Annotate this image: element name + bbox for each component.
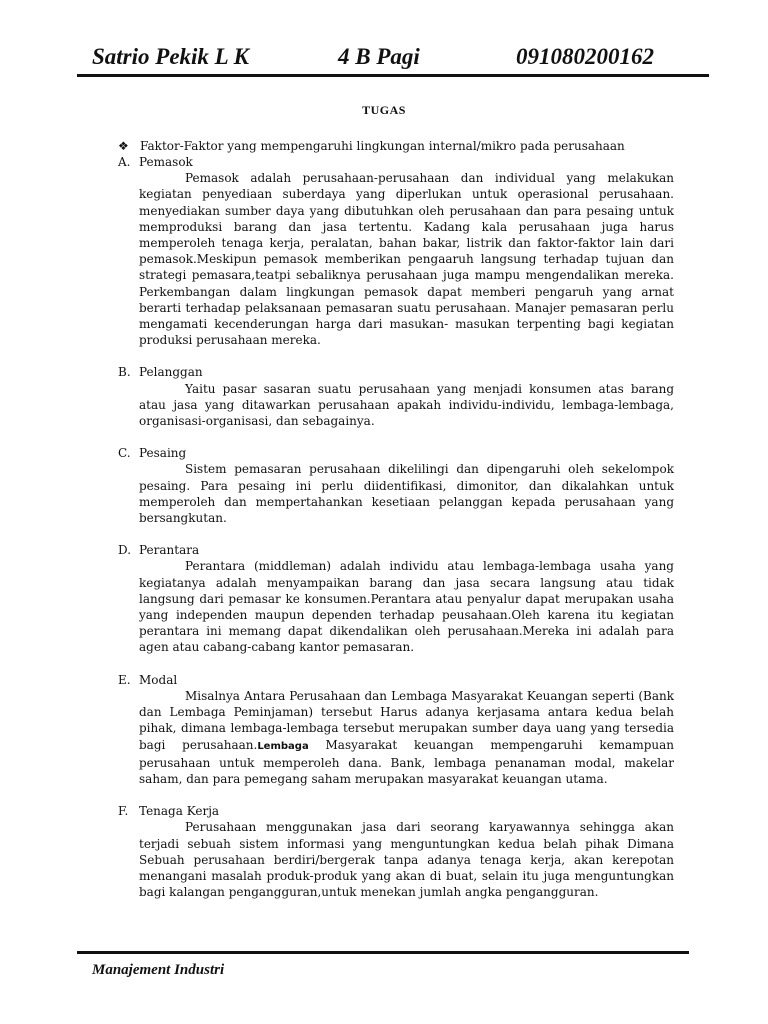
- section-pemasok: [118, 154, 674, 348]
- section-heading: [118, 803, 674, 819]
- section-title: Modal: [139, 672, 178, 687]
- section-letter: E.: [118, 672, 131, 687]
- section-letter: D.: [118, 543, 132, 558]
- section-text-strong: Lembaga: [257, 740, 309, 752]
- section-title: Perantara: [139, 543, 200, 558]
- footer-divider: [77, 951, 689, 954]
- section-pesaing: [118, 445, 674, 526]
- section-heading: [118, 364, 674, 380]
- section-body: [139, 688, 674, 787]
- section-body: [139, 819, 674, 900]
- section-text: Perusahaan menggunakan jasa dari seorang karyawannya sehingga akan terjadi sebuah sistem informasi yang menguntungkan kedua belah pihak Dimana Sebuah perusahaan berdiri/bergerak tanpa adanya tenaga kerja, akan kerepotan menangani masalah produk-produk yang akan di buat, selain itu juga menguntungkan bagi kalangan pengangguran,untuk menekan jumlah angka pengangguran.: [139, 820, 674, 900]
- section-letter: C.: [118, 446, 131, 461]
- section-text: Perantara (middleman) adalah individu atau lembaga-lembaga usaha yang kegiatanya adalah menyampaikan barang dan jasa secara langsung atau tidak langsung dari pemasar ke konsumen.Perantara atau penyalur dapat merupakan usaha yang independen maupun dependen terhadap peusahaan.Oleh karena itu kegiatan perantara ini memang dapat dikendalikan oleh perusahaan.Mereka ini adalah para agen atau cabang-cabang kantor pemasaran.: [139, 559, 674, 655]
- section-text: Pemasok adalah perusahaan-perusahaan dan individual yang melakukan kegiatan penyediaan suberdaya yang diperlukan untuk operasional perusahaan. menyediakan sumber daya yang dibutuhkan oleh perusahaan dan para pesaing untuk memproduksi barang dan jasa tertentu. Kadang kala perusahaan juga harus memperoleh tenaga kerja, peralatan, bahan bakar, listrik dan faktor-faktor lain dari pemasok.Meskipun pemasok memberikan pengaaruh langsung terhadap tujuan dan strategi pemasara,teatpi sebaliknya perusahaan juga mampu mengendalikan mereka. Perkembangan dalam lingkungan pemasok dapat memberi pengaruh yang arnat berarti terhadap pelaksanaan pemasaran suatu perusahaan. Manajer pemasaran perlu mengamati kecenderungan harga dari masukan- masukan terpenting bagi kegiatan produksi perusahaan mereka.: [139, 171, 674, 348]
- section-perantara: [118, 542, 674, 655]
- header-divider: [77, 74, 709, 77]
- section-title: Pelanggan: [139, 365, 203, 380]
- section-title: Tenaga Kerja: [139, 804, 220, 819]
- section-text: Yaitu pasar sasaran suatu perusahaan yang menjadi konsumen atas barang atau jasa yang ditawarkan perusahaan apakah individu-individu, lembaga-lembaga, organisasi-organisasi, dan sebagainya.: [139, 381, 674, 429]
- section-pelanggan: [118, 364, 674, 429]
- section-body: [139, 170, 674, 348]
- section-modal: [118, 672, 674, 787]
- section-heading: [118, 672, 674, 688]
- sections-list: [118, 154, 674, 916]
- section-body: [139, 461, 674, 526]
- section-text: Misalnya Antara Perusahaan dan Lembaga Masyarakat Keuangan seperti (Bank dan Lembaga Peminjaman) tersebut Harus adanya kerjasama antara kedua belah pihak, dimana lembaga-lembaga tersebut merupakan sumber daya uang yang tersedia bagi perusahaan.: [139, 688, 674, 752]
- section-body: [139, 558, 674, 655]
- section-letter: B.: [118, 365, 131, 380]
- section-heading: [118, 542, 674, 558]
- section-heading: [118, 445, 674, 461]
- section-body: [139, 381, 674, 430]
- document-title: TUGAS: [362, 103, 406, 117]
- section-text-cont: Masyarakat keuangan mempengaruhi kemampuan perusahaan untuk memperoleh dana. Bank, lembaga penanaman modal, makelar saham, dan para pemegang saham merupakan masyarakat keuangan utama.: [139, 737, 674, 786]
- diamond-bullet-icon: ❖: [118, 139, 129, 153]
- section-title: Pemasok: [139, 155, 193, 169]
- student-name: Satrio Pekik L K: [92, 44, 249, 69]
- section-letter: A.: [118, 155, 131, 169]
- student-class: 4 B Pagi: [338, 44, 420, 69]
- section-text: Sistem pemasaran perusahaan dikelilingi dan dipengaruhi oleh sekelompok pesaing. Para pesaing ini perlu diidentifikasi, dimonitor, dan dikalahkan untuk memperoleh dan mempertahankan kesetiaan pelanggan kepada perusahaan yang bersangkutan.: [139, 462, 674, 526]
- section-letter: F.: [118, 804, 129, 819]
- section-title: Pesaing: [139, 446, 187, 461]
- section-heading: [118, 154, 674, 170]
- page-footer: Manajement Industri: [92, 962, 225, 978]
- section-tenaga-kerja: [118, 803, 674, 900]
- intro-line: [118, 138, 625, 154]
- page-header: [92, 44, 692, 74]
- student-id: 091080200162: [516, 44, 654, 69]
- intro-text: Faktor-Faktor yang mempengaruhi lingkungan internal/mikro pada perusahaan: [140, 139, 625, 153]
